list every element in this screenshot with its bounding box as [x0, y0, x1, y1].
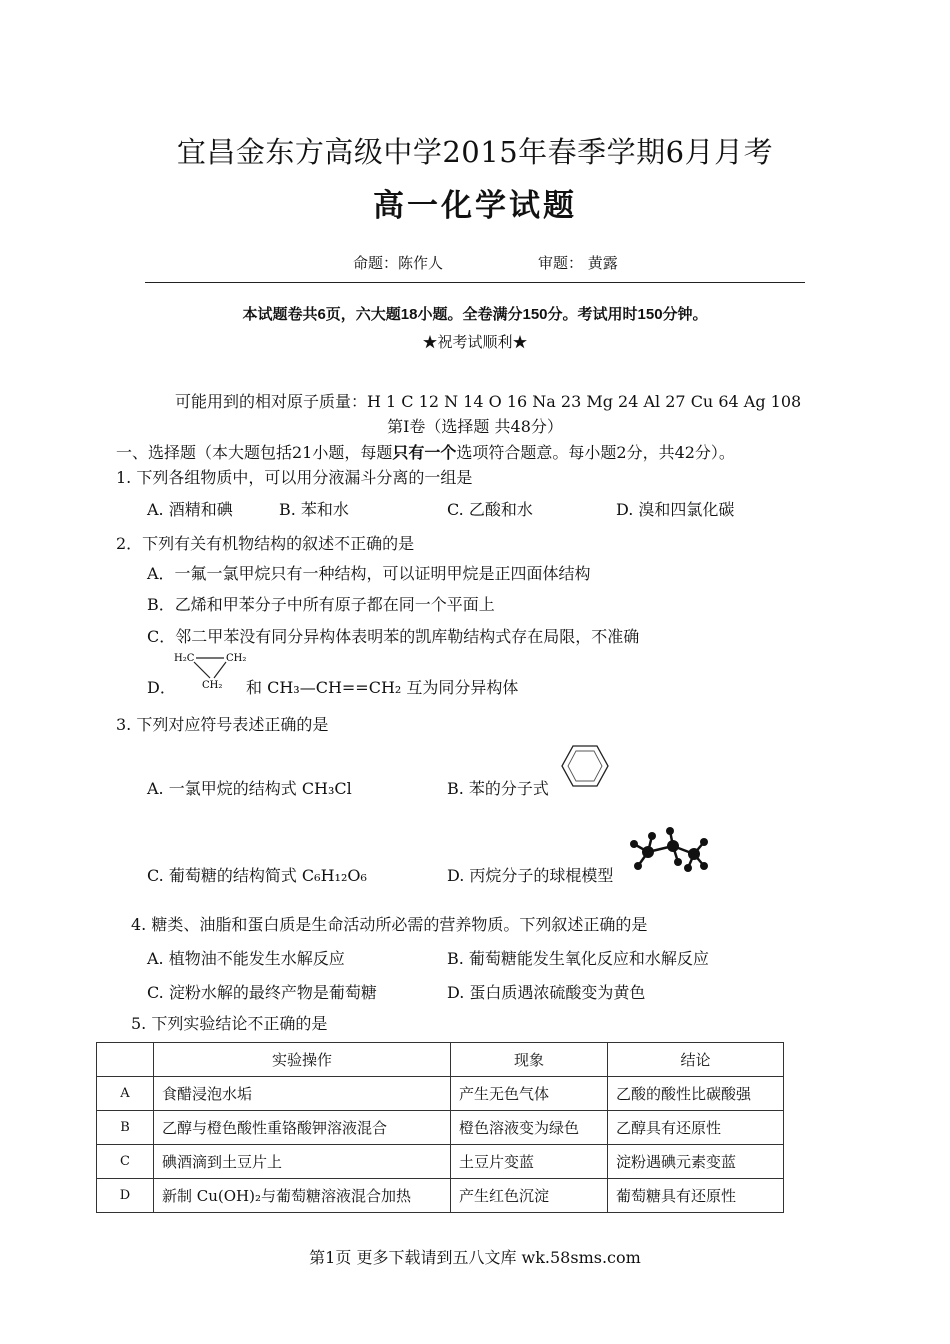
question-3-stem: 3. 下列对应符号表述正确的是	[116, 715, 329, 734]
school-exam-title: 宜昌金东方高级中学2015年春季学期6月月考	[176, 135, 774, 169]
table-cell: 碘酒滴到土豆片上	[154, 1145, 451, 1179]
table-cell: A	[97, 1077, 154, 1111]
q3-option-d: D. 丙烷分子的球棍模型	[447, 866, 614, 885]
reviewer-label: 审题： 黄露	[538, 254, 618, 272]
table-cell: 乙酸的酸性比碳酸强	[608, 1077, 784, 1111]
q4-option-b: B. 葡萄糖能发生氧化反应和水解反应	[447, 949, 709, 968]
table-cell: 食醋浸泡水垢	[154, 1077, 451, 1111]
q1-option-b: B. 苯和水	[279, 500, 349, 519]
q1-option-c: C. 乙酸和水	[447, 500, 533, 519]
table-header-cell: 现象	[451, 1043, 608, 1077]
table-cell: 乙醇具有还原性	[608, 1111, 784, 1145]
q2-option-a: A．一氟一氯甲烷只有一种结构，可以证明甲烷是正四面体结构	[147, 564, 591, 583]
table-row	[97, 1145, 784, 1179]
q4-option-a: A. 植物油不能发生水解反应	[147, 949, 345, 968]
question-4-stem: 4. 糖类、油脂和蛋白质是生命活动所必需的营养物质。下列叙述正确的是	[131, 915, 648, 934]
q2-option-b: B．乙烯和甲苯分子中所有原子都在同一个平面上	[147, 595, 495, 614]
table-cell: 产生无色气体	[451, 1077, 608, 1111]
table-cell: 新制 Cu(OH)₂与葡萄糖溶液混合加热	[154, 1179, 451, 1213]
table-cell: D	[97, 1179, 154, 1213]
table-header-cell	[97, 1043, 154, 1077]
table-cell: 土豆片变蓝	[451, 1145, 608, 1179]
table-cell: 乙醇与橙色酸性重铬酸钾溶液混合	[154, 1111, 451, 1145]
table-row	[97, 1179, 784, 1213]
table-header-cell: 实验操作	[154, 1043, 451, 1077]
table-header-cell: 结论	[608, 1043, 784, 1077]
q2-option-d-label: D．	[147, 678, 176, 697]
question-2-stem: 2．下列有关有机物结构的叙述不正确的是	[116, 534, 415, 553]
ring-bond-right	[214, 662, 226, 678]
q2-option-d-text: 和 CH₃—CH==CH₂ 互为同分异构体	[246, 678, 519, 697]
q1-option-a: A. 酒精和碘	[147, 500, 233, 519]
q4-option-d: D. 蛋白质遇浓硫酸变为黄色	[447, 983, 646, 1002]
table-cell: 葡萄糖具有还原性	[608, 1179, 784, 1213]
q4-option-c: C. 淀粉水解的最终产物是葡萄糖	[147, 983, 377, 1002]
ring-atom-left: H₂C	[174, 653, 195, 664]
table-cell: C	[97, 1145, 154, 1179]
section-prefix: 一、选择题（本大题包括21小题，每题	[116, 443, 393, 462]
ring-atom-bottom: CH₂	[202, 680, 223, 690]
section-one-heading	[116, 440, 735, 463]
question-1-stem: 1. 下列各组物质中，可以用分液漏斗分离的一组是	[116, 468, 473, 487]
table-row	[97, 1077, 784, 1111]
exam-notice: 本试题卷共6页，六大题18小题。全卷满分150分。考试用时150分钟。	[242, 306, 708, 323]
q3-option-b: B. 苯的分子式	[447, 779, 549, 798]
volume-title: 第Ⅰ卷（选择题 共48分）	[387, 417, 563, 436]
propane-ball-stick-model-icon	[626, 826, 710, 874]
q3-option-c: C. 葡萄糖的结构简式 C₆H₁₂O₆	[147, 866, 367, 885]
question-5-stem: 5. 下列实验结论不正确的是	[131, 1014, 328, 1033]
atomic-masses: 可能用到的相对原子质量：H 1 C 12 N 14 O 16 Na 23 Mg 24 Al 27 Cu 64 Ag 108	[175, 392, 802, 411]
q1-option-d: D. 溴和四氯化碳	[616, 500, 735, 519]
cyclopropane-structure	[172, 648, 252, 690]
section-suffix: 选项符合题意。每小题2分，共42分）。	[456, 443, 735, 462]
q3-option-a: A. 一氯甲烷的结构式 CH₃Cl	[147, 779, 352, 798]
good-luck-line: ★祝考试顺利★	[422, 333, 528, 351]
page-footer: 第1页 更多下载请到五八文库 wk.58sms.com	[309, 1248, 641, 1267]
table-row	[97, 1111, 784, 1145]
author-line	[353, 252, 618, 273]
experiment-table	[96, 1042, 784, 1213]
benzene-ring-icon	[560, 743, 610, 789]
section-emphasis: 只有一个	[392, 443, 457, 462]
ring-bond-left	[194, 662, 210, 678]
table-cell: 淀粉遇碘元素变蓝	[608, 1145, 784, 1179]
ring-atom-right: CH₂	[226, 653, 247, 664]
table-header-row	[97, 1043, 784, 1077]
table-cell: B	[97, 1111, 154, 1145]
author-label: 命题：陈作人	[353, 254, 444, 272]
table-cell: 橙色溶液变为绿色	[451, 1111, 608, 1145]
exam-subject-title: 高一化学试题	[373, 188, 577, 224]
q2-option-c: C．邻二甲苯没有同分异构体表明苯的凯库勒结构式存在局限，不准确	[147, 627, 640, 646]
header-divider	[145, 282, 805, 283]
table-cell: 产生红色沉淀	[451, 1179, 608, 1213]
